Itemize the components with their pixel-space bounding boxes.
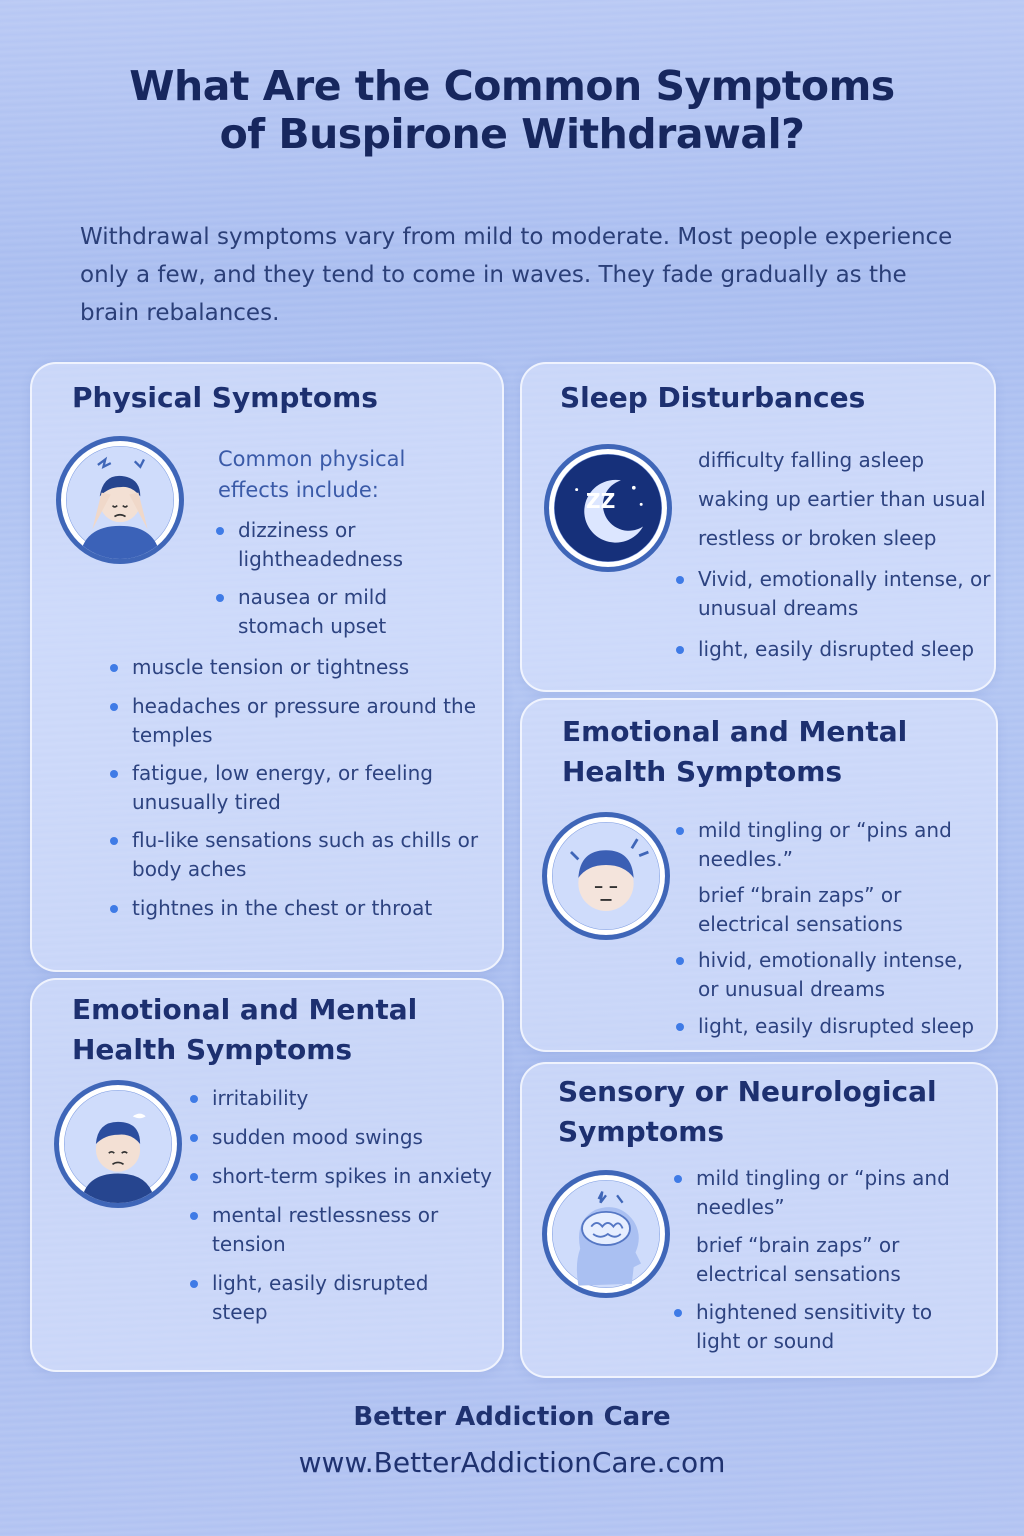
intro-text: Withdrawal symptoms vary from mild to moderate. Most people experience only a few, and they tend to come in waves. They fade gradually as the brain rebalances.	[80, 224, 953, 326]
emotional-left-card	[30, 978, 504, 1372]
sleep-list	[698, 565, 994, 664]
list-item: mild tingling or “pins and needles.”	[698, 816, 988, 874]
footer-url-link[interactable]: www.BetterAddictionCare.com	[298, 1446, 726, 1479]
svg-text:ZZ: ZZ	[585, 489, 616, 513]
heading-line-1: Emotional and Mental	[72, 993, 418, 1026]
emotional-right-card	[520, 698, 998, 1052]
list-item: difficulty falling asleep	[698, 448, 925, 472]
list-item: mental restlessness or tension	[212, 1201, 482, 1259]
title-line-1: What Are the Common Symptoms	[129, 62, 895, 110]
heading-line-1: Emotional and Mental	[562, 715, 908, 748]
list-item: hightened sensitivity to light or sound	[696, 1298, 936, 1356]
physical-lead: Common physical effects include:	[218, 447, 406, 502]
heading-line-1: Sensory or Neurological	[558, 1075, 937, 1108]
list-item: mild tingling or “pins and needles”	[696, 1164, 986, 1222]
title-line-2: of Buspirone Withdrawal?	[219, 110, 805, 158]
list-item: tightnes in the chest or throat	[132, 894, 482, 923]
list-item: brief “brain zaps” or electrical sensations	[696, 1233, 901, 1286]
sensory-heading	[558, 1072, 937, 1152]
list-item: fatigue, low energy, or feeling unusually tired	[132, 759, 482, 817]
list-item: nausea or mild stomach upset	[238, 583, 468, 641]
list-item: brief “brain zaps” or electrical sensations	[698, 883, 903, 936]
emotional-left-list	[212, 1084, 512, 1327]
list-item: waking up eartier than usual	[698, 487, 986, 511]
list-item: dizziness or lightheadedness	[238, 516, 468, 574]
list-item: light, easily disrupted sleep	[698, 1012, 988, 1041]
list-item: light, easily disrupted sleep	[698, 635, 994, 664]
list-item: restless or broken sleep	[698, 526, 937, 550]
list-item: short-term spikes in anxiety	[212, 1162, 512, 1191]
heading-line-2: Symptoms	[558, 1115, 725, 1148]
physical-inner-list	[238, 516, 468, 641]
footer-brand: Better Addiction Care	[353, 1402, 671, 1432]
sleep-disturbances-card	[520, 362, 996, 692]
physical-list	[132, 653, 482, 923]
sensory-card	[520, 1062, 998, 1378]
list-item: light, easily disrupted steep	[212, 1269, 462, 1327]
physical-symptoms-card	[30, 362, 504, 972]
stressed-face-icon	[542, 812, 670, 940]
list-item: sudden mood swings	[212, 1123, 512, 1152]
sensory-list	[696, 1164, 986, 1356]
emotional-right-heading	[562, 712, 907, 792]
brain-head-icon	[542, 1170, 670, 1298]
list-item: flu-like sensations such as chills or body aches	[132, 826, 482, 884]
page-title	[60, 62, 964, 158]
heading-line-2: Health Symptoms	[72, 1033, 353, 1066]
headache-person-icon	[56, 436, 184, 564]
list-item: muscle tension or tightness	[132, 653, 482, 682]
worried-person-icon	[54, 1080, 182, 1208]
emotional-left-heading	[72, 990, 417, 1070]
list-item: irritability	[212, 1084, 512, 1113]
moon-zzz-icon	[544, 444, 672, 572]
list-item: headaches or pressure around the temples	[132, 692, 482, 750]
list-item: hivid, emotionally intense, or unusual dreams	[698, 946, 988, 1004]
heading-line-2: Health Symptoms	[562, 755, 843, 788]
emotional-right-list	[698, 816, 988, 1041]
sleep-heading: Sleep Disturbances	[560, 381, 866, 414]
physical-heading: Physical Symptoms	[72, 381, 378, 414]
list-item: Vivid, emotionally intense, or unusual dreams	[698, 565, 994, 623]
sleep-plain-list	[698, 446, 998, 553]
